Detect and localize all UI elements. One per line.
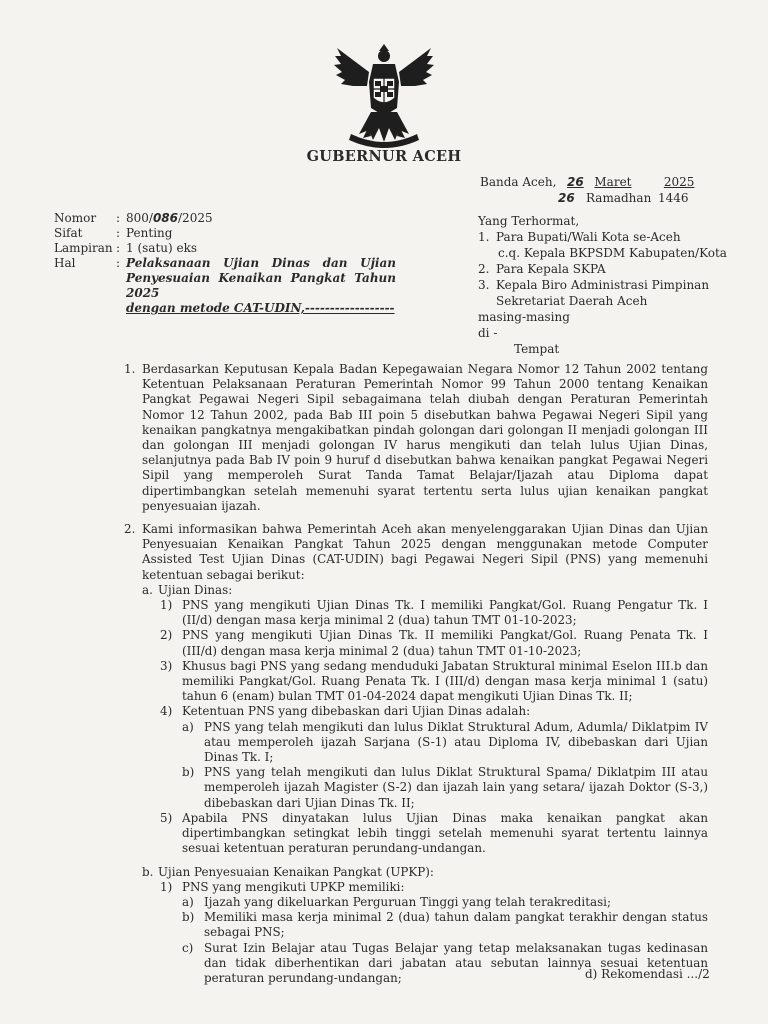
list-item: a) Ijazah yang dikeluarkan Perguruan Tinggi yang telah terakreditasi;	[182, 894, 611, 909]
colon: :	[116, 226, 121, 240]
greeting: Yang Terhormat,	[478, 214, 580, 228]
lampiran-label: Lampiran	[54, 241, 113, 255]
di-label: di -	[478, 326, 498, 340]
nomor-label: Nomor	[54, 211, 97, 225]
list-item: c) Surat Izin Belajar atau Tugas Belajar yang tetap melaksanakan tugas kedinasan dan tidak diberhentikan dari jabatan atau sebutan lainnya sesuai ketentuan peraturan perundang-undangan;	[182, 940, 708, 985]
list-item: 1) PNS yang mengikuti UPKP memiliki:	[160, 879, 405, 894]
list-item: 5) Apabila PNS dinyatakan lulus Ujian Dinas maka kenaikan pangkat akan dipertimbangkan setingkat lebih tinggi setelah memenuhi syarat tertentu lainnya sesuai ketentuan peraturan perundang-undangan.	[160, 810, 708, 856]
paragraph-2: 2. Kami informasikan bahwa Pemerintah Aceh akan menyelenggarakan Ujian Dinas dan Ujian Penyesuaian Kenaikan Pangkat Tahun 2025 dengan menggunakan metode Computer Assisted Test Ujian Dinas (CAT-UDIN) bagi Pegawai Negeri Sipil (PNS) yang memenuhi ketentuan sebagai berikut:	[124, 522, 708, 582]
hal-label: Hal	[54, 256, 76, 270]
recipient-1: 1. Para Bupati/Wali Kota se-Aceh c.q. Kepala BKPSDM Kabupaten/Kota	[478, 230, 727, 260]
date-month: Maret	[594, 175, 632, 189]
colon: :	[116, 256, 121, 270]
paragraph-1: 1. Berdasarkan Keputusan Kepala Badan Kepegawaian Negara Nomor 12 Tahun 2002 tentang Ketentuan Pelaksanaan Peraturan Pemerintah Nomor 99 Tahun 2000 tentang Kenaikan Pangkat Pegawai Negeri Sipil sebagaimana telah diubah dengan Peraturan Pemerintah Nomor 12 Tahun 2002, pada Bab III poin 5 disebutkan bahwa Pegawai Negeri Sipil yang kenaikan pangkatnya mengakibatkan pindah golongan dari golongan II menjadi golongan III dan golongan III menjadi golongan IV harus mengikuti dan telah lulus Ujian Dinas, selanjutnya pada Bab IV poin 9 huruf d disebutkan bahwa kenaikan pangkat Pegawai Negeri Sipil yang memperoleh Surat Tanda Tamat Belajar/Ijazah atau Diploma dapat dipertimbangkan setelah memenuhi syarat tertentu serta lulus ujian kenaikan pangkat penyesuaian ijazah.	[124, 362, 708, 513]
recipient-3: 3. Kepala Biro Administrasi Pimpinan Sekretariat Daerah Aceh	[478, 278, 710, 308]
list-item: 3) Khusus bagi PNS yang sedang menduduki Jabatan Struktural minimal Eselon III.b dan memiliki Pangkat/Gol. Ruang Penata Tk. I (III/d) dengan masa kerja minimal 1 (satu) tahun 6 (enam) bulan TMT 01-04-2024 dapat mengikuti Ujian Dinas Tk. II;	[160, 658, 708, 704]
letter-meta	[54, 211, 396, 316]
section-a-title: a. Ujian Dinas:	[142, 582, 233, 597]
letter-body	[124, 362, 708, 986]
sifat-value: Penting	[126, 226, 173, 240]
letterhead-title: GUBERNUR ACEH	[306, 148, 462, 165]
hijri-year: 1446	[658, 191, 689, 205]
colon: :	[116, 211, 121, 225]
section-b-title: b. Ujian Penyesuaian Kenaikan Pangkat (UPKP):	[142, 864, 434, 879]
hijri-day: 26	[558, 191, 575, 205]
list-item: a) PNS yang telah mengikuti dan lulus Diklat Struktural Adum, Adumla/ Diklatpim IV atau memperoleh ijazah Sarjana (S-1) atau Diploma IV, dibebaskan dari Ujian Dinas Tk. I;	[182, 719, 708, 765]
tempat-label: Tempat	[514, 342, 560, 356]
garuda-emblem-icon	[329, 42, 439, 152]
list-item: 1) PNS yang mengikuti Ujian Dinas Tk. I memiliki Pangkat/Gol. Ruang Pengatur Tk. I (II/d) dengan masa kerja minimal 2 (dua) tahun TMT 01-10-2023;	[160, 598, 708, 628]
recipient-2: 2. Para Kepala SKPA	[478, 262, 606, 276]
masing-masing: masing-masing	[478, 310, 570, 324]
date-day: 26	[567, 175, 584, 189]
page-continuation: d) Rekomendasi .../2	[585, 967, 710, 981]
hijri-month: Ramadhan	[586, 191, 652, 205]
sifat-label: Sifat	[54, 226, 83, 240]
list-item: 2) PNS yang mengikuti Ujian Dinas Tk. II memiliki Pangkat/Gol. Ruang Penata Tk. I (III/d) dengan masa kerja minimal 2 (dua) tahun TMT 01-10-2023;	[160, 628, 708, 658]
list-item: b) Memiliki masa kerja minimal 2 (dua) tahun dalam pangkat terakhir dengan status sebagai PNS;	[182, 910, 708, 940]
hal-subject: Pelaksanaan Ujian Dinas dan Ujian Penyesuaian Kenaikan Pangkat Tahun 2025 dengan metode CAT-UDIN,------------------	[126, 256, 396, 315]
recipient-block	[478, 213, 727, 357]
list-item: b) PNS yang telah mengikuti dan lulus Diklat Struktural Spama/ Diklatpim III atau memperoleh ijazah Magister (S-2) dan ijazah lain yang setara/ ijazah Doktor (S-3,) dibebaskan dari Ujian Dinas Tk. II;	[182, 765, 708, 810]
date-block	[480, 174, 694, 206]
list-item: 4) Ketentuan PNS yang dibebaskan dari Ujian Dinas adalah:	[160, 704, 531, 719]
colon: :	[116, 241, 121, 255]
nomor-value: 800/086/2025	[126, 211, 213, 225]
date-place: Banda Aceh,	[480, 175, 557, 189]
lampiran-value: 1 (satu) eks	[126, 241, 198, 255]
date-year: 2025	[663, 175, 695, 189]
